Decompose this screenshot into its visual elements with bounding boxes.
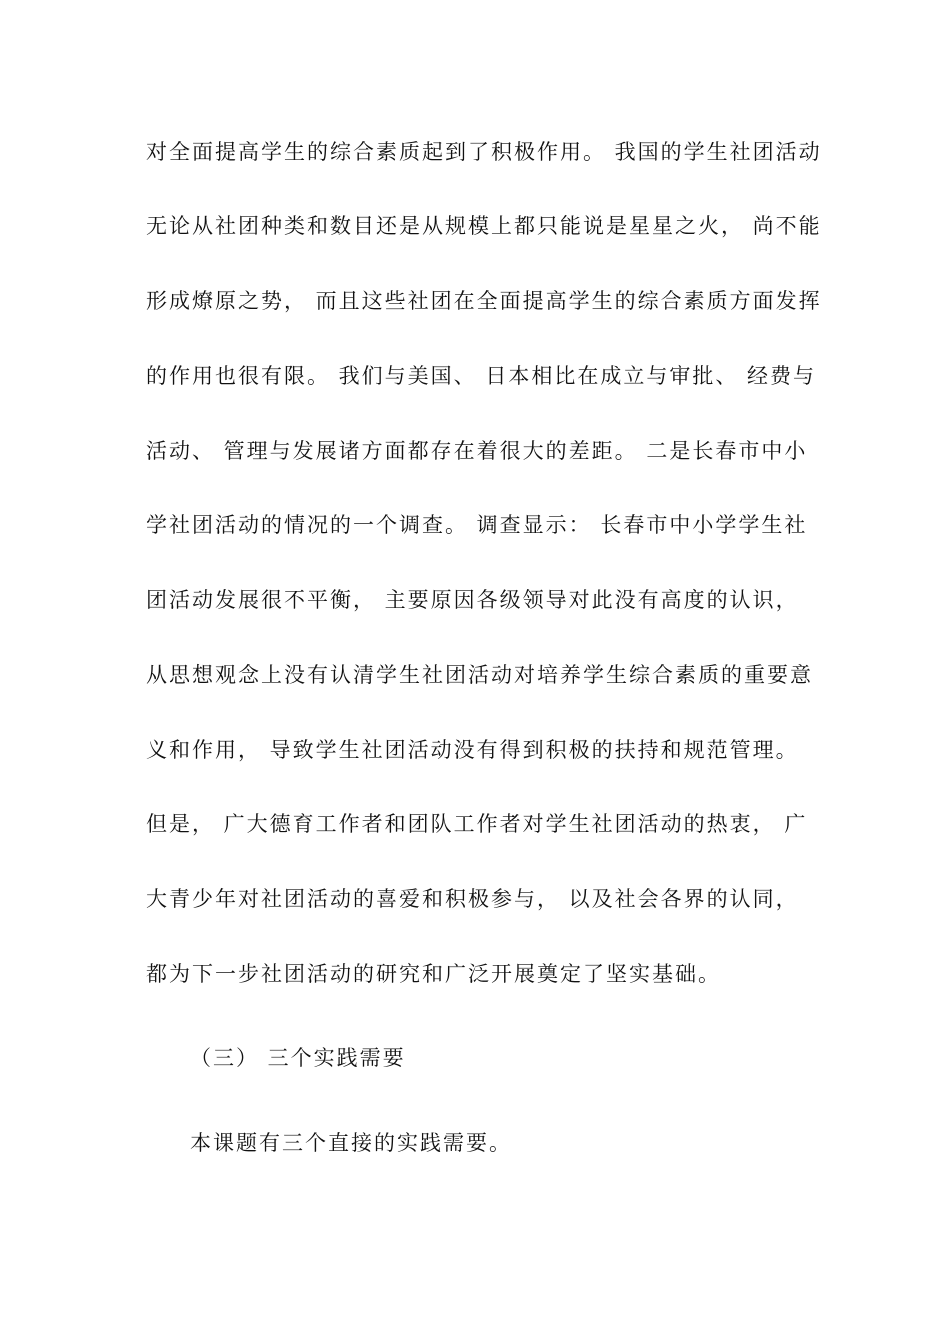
paragraph-line: 形成燎原之势， 而且这些社团在全面提高学生的综合素质方面发挥: [146, 289, 822, 313]
paragraph-line: 学社团活动的情况的一个调查。 调查显示： 长春市中小学学生社: [146, 513, 808, 537]
paragraph-line: 从思想观念上没有认清学生社团活动对培养学生综合素质的重要意: [146, 663, 813, 687]
paragraph-line: 都为下一步社团活动的研究和广泛开展奠定了坚实基础。: [146, 962, 721, 986]
paragraph-line: 活动、 管理与发展诸方面都存在着很大的差距。 二是长春市中小: [146, 439, 808, 463]
paragraph-line: 团活动发展很不平衡， 主要原因各级领导对此没有高度的认识，: [146, 588, 799, 612]
paragraph-line: 大青少年对社团活动的喜爱和积极参与， 以及社会各界的认同，: [146, 887, 799, 911]
paragraph-line: 义和作用， 导致学生社团活动没有得到积极的扶持和规范管理。: [146, 738, 799, 762]
paragraph-line: 的作用也很有限。 我们与美国、 日本相比在成立与审批、 经费与: [146, 364, 817, 388]
paragraph-line: 对全面提高学生的综合素质起到了积极作用。 我国的学生社团活动: [146, 140, 822, 164]
paragraph-line: 但是， 广大德育工作者和团队工作者对学生社团活动的热衷， 广: [146, 812, 808, 836]
closing-paragraph: 本课题有三个直接的实践需要。: [190, 1131, 512, 1155]
section-heading: （三） 三个实践需要: [190, 1046, 406, 1070]
paragraph-line: 无论从社团种类和数目还是从规模上都只能说是星星之火， 尚不能: [146, 214, 822, 238]
